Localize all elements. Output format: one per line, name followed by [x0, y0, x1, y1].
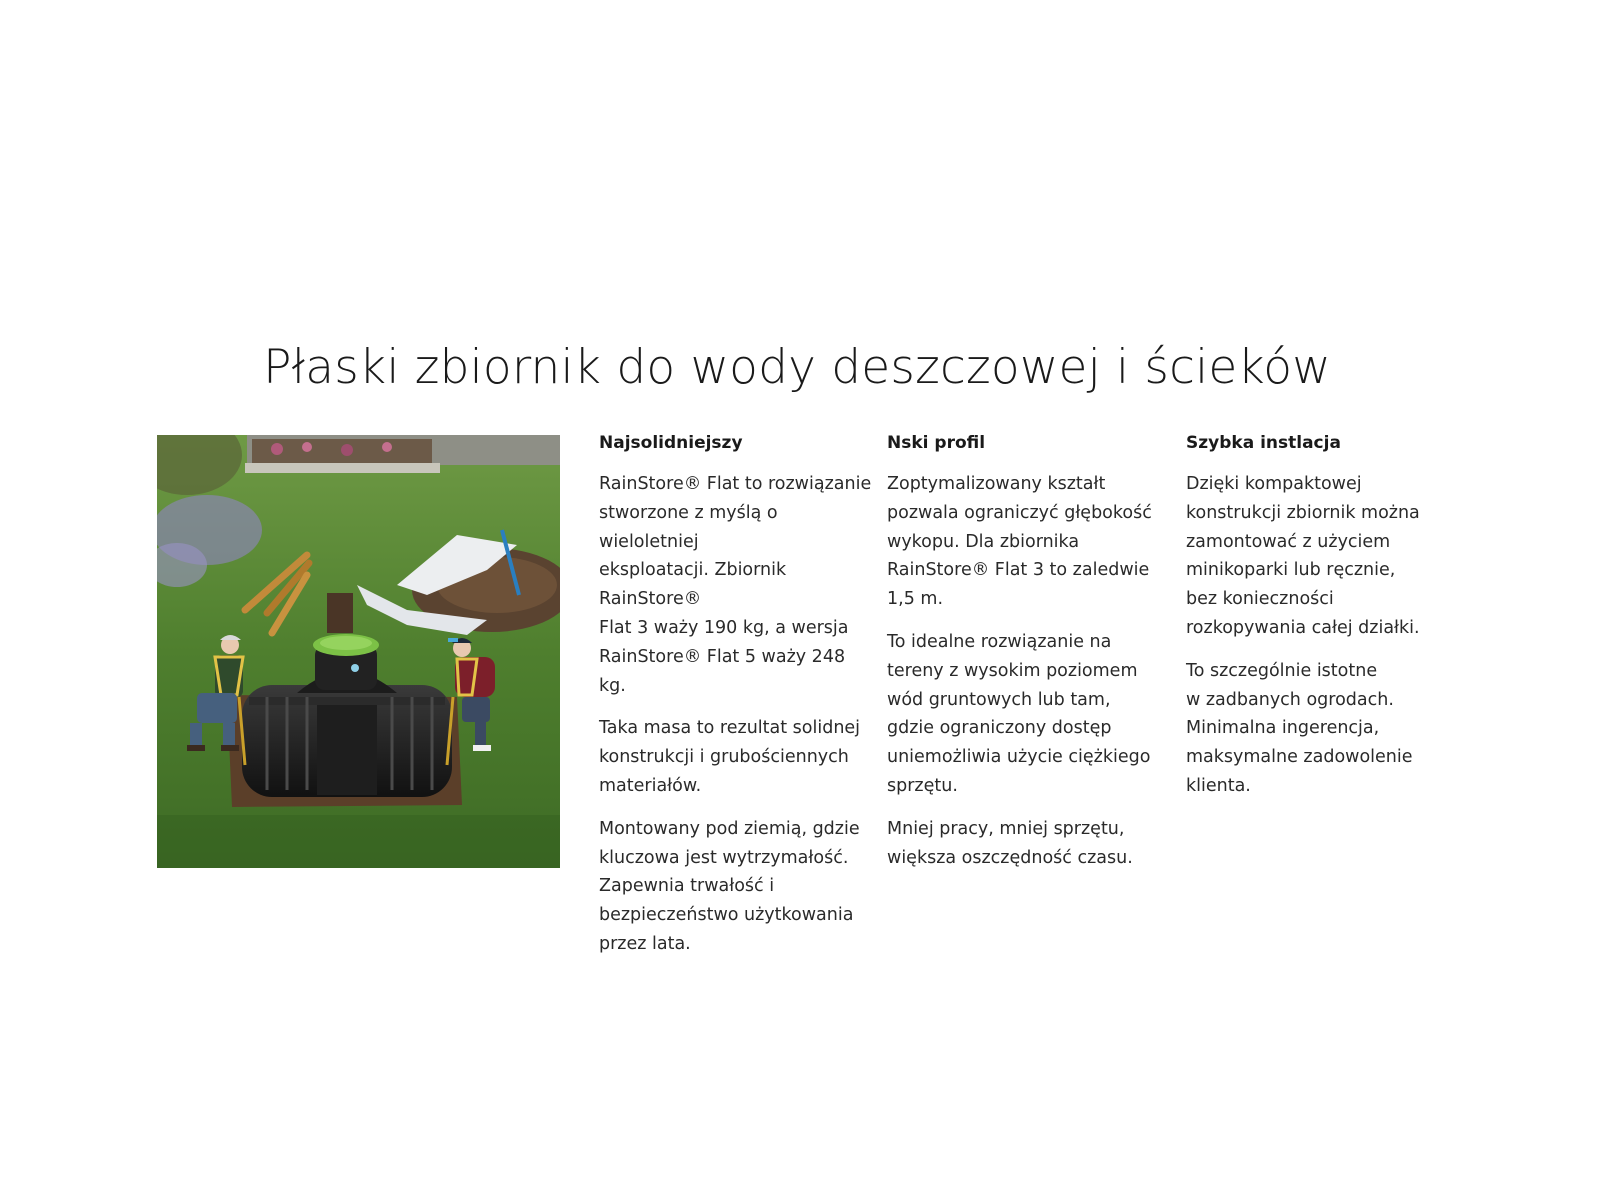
feature-paragraph: Montowany pod ziemią, gdzie kluczowa jest wytrzymałość. Zapewnia trwałość i bezpieczeństwo użytkowania przez lata. — [599, 818, 860, 954]
feature-column-szybka-instalacja — [1186, 431, 1446, 815]
feature-paragraph: To szczególnie istotne w zadbanych ogrodach. Minimalna ingerencja, maksymalne zadowolenie klienta. — [1186, 660, 1413, 796]
page-title: Płaski zbiornik do wody deszczowej i ścieków — [263, 340, 1331, 395]
feature-column-najsolidniejszy — [599, 431, 874, 973]
product-photo — [157, 435, 560, 868]
feature-heading: Nski profil — [887, 433, 986, 453]
feature-paragraph: Dzięki kompaktowej konstrukcji zbiornik można zamontować z użyciem minikoparki lub ręcznie, bez konieczności rozkopywania całej działki. — [1186, 474, 1420, 638]
feature-paragraph: Mniej pracy, mniej sprzętu, większa oszczędność czasu. — [887, 818, 1133, 868]
feature-paragraph: To idealne rozwiązanie na tereny z wysokim poziomem wód gruntowych lub tam, gdzie ograniczony dostęp uniemożliwia użycie ciężkiego sprzętu. — [887, 631, 1151, 796]
feature-column-niski-profil — [887, 431, 1187, 886]
tank-installation-illustration — [157, 435, 560, 868]
feature-paragraph: RainStore® Flat to rozwiązanie stworzone z myślą o wieloletniej eksploatacji. Zbiornik RainStore® Flat 3 waży 190 kg, a wersja RainStore® Flat 5 waży 248 kg. — [599, 474, 872, 696]
feature-paragraph: Zoptymalizowany kształt pozwala ograniczyć głębokość wykopu. Dla zbiornika RainStore® Flat 3 to zaledwie 1,5 m. — [887, 474, 1152, 610]
feature-heading: Najsolidniejszy — [599, 433, 743, 453]
feature-heading: Szybka instlacja — [1186, 433, 1341, 453]
feature-paragraph: Taka masa to rezultat solidnej konstrukcji i grubościennych materiałów. — [599, 718, 861, 796]
